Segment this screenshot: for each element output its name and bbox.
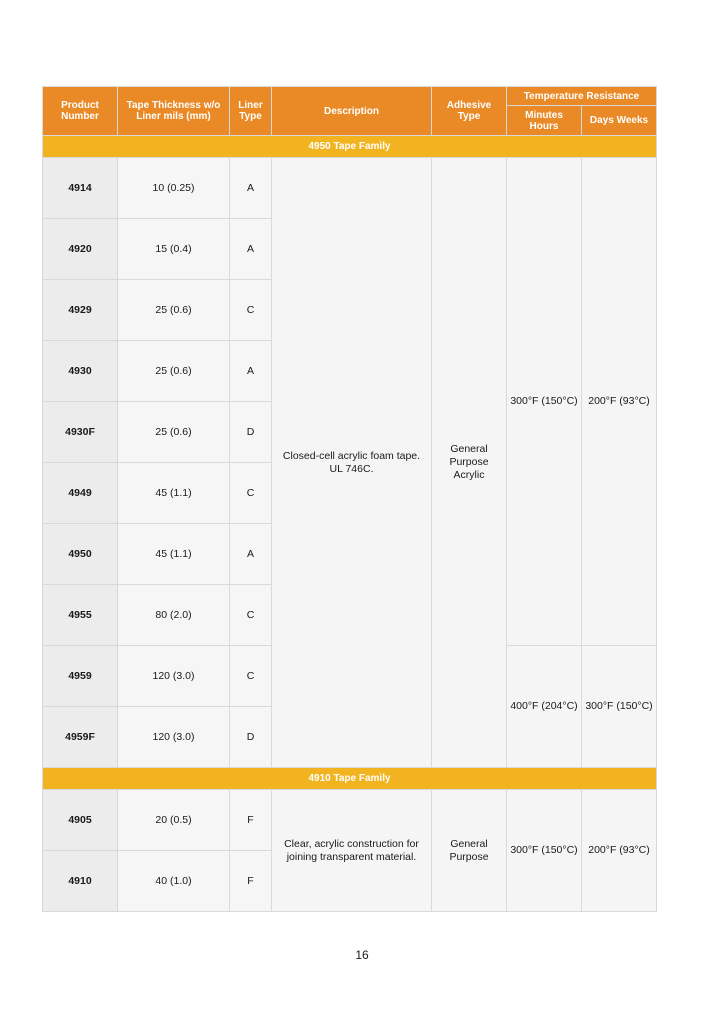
liner-type: A: [230, 524, 272, 585]
family-label-4910: 4910 Tape Family: [43, 768, 657, 790]
header-liner-type: Liner Type: [230, 87, 272, 136]
liner-type: D: [230, 707, 272, 768]
liner-type: A: [230, 341, 272, 402]
tape-thickness: 25 (0.6): [118, 341, 230, 402]
description-4950: Closed-cell acrylic foam tape. UL 746C.: [272, 158, 432, 768]
header-days-weeks: Days Weeks: [582, 106, 657, 136]
product-number: 4905: [43, 790, 118, 851]
tape-thickness: 45 (1.1): [118, 463, 230, 524]
product-number: 4950: [43, 524, 118, 585]
description-4910: Clear, acrylic construction for joining transparent material.: [272, 790, 432, 912]
header-minutes-hours: Minutes Hours: [507, 106, 582, 136]
liner-type: C: [230, 463, 272, 524]
header-tape-thickness: Tape Thickness w/o Liner mils (mm): [118, 87, 230, 136]
liner-type: C: [230, 585, 272, 646]
product-number: 4910: [43, 851, 118, 912]
liner-type: C: [230, 646, 272, 707]
liner-type: F: [230, 851, 272, 912]
tape-thickness: 15 (0.4): [118, 219, 230, 280]
table-row: [43, 790, 657, 851]
tape-thickness: 40 (1.0): [118, 851, 230, 912]
adhesive-type-4910: General Purpose: [432, 790, 507, 912]
product-number: 4949: [43, 463, 118, 524]
liner-type: A: [230, 219, 272, 280]
header-description: Description: [272, 87, 432, 136]
temp-days-weeks-group-1: 200°F (93°C): [582, 158, 657, 646]
tape-thickness: 25 (0.6): [118, 402, 230, 463]
tape-thickness: 45 (1.1): [118, 524, 230, 585]
product-number: 4929: [43, 280, 118, 341]
product-number: 4920: [43, 219, 118, 280]
tape-thickness: 80 (2.0): [118, 585, 230, 646]
liner-type: C: [230, 280, 272, 341]
liner-type: D: [230, 402, 272, 463]
tape-thickness: 120 (3.0): [118, 646, 230, 707]
temp-days-weeks-group-2: 300°F (150°C): [582, 646, 657, 768]
tape-thickness: 10 (0.25): [118, 158, 230, 219]
product-number: 4955: [43, 585, 118, 646]
product-number: 4914: [43, 158, 118, 219]
header-temperature-resistance: Temperature Resistance: [507, 87, 657, 106]
temp-minutes-hours-group-1: 300°F (150°C): [507, 158, 582, 646]
product-spec-table: [42, 86, 657, 912]
header-adhesive-type: Adhesive Type: [432, 87, 507, 136]
table-row: [43, 158, 657, 219]
temp-minutes-hours-group-2: 400°F (204°C): [507, 646, 582, 768]
temp-days-weeks-4910: 200°F (93°C): [582, 790, 657, 912]
adhesive-type-4950: General Purpose Acrylic: [432, 158, 507, 768]
tape-thickness: 25 (0.6): [118, 280, 230, 341]
product-number: 4959: [43, 646, 118, 707]
liner-type: A: [230, 158, 272, 219]
tape-thickness: 20 (0.5): [118, 790, 230, 851]
family-label-4950: 4950 Tape Family: [43, 136, 657, 158]
product-number: 4930F: [43, 402, 118, 463]
temp-minutes-hours-4910: 300°F (150°C): [507, 790, 582, 912]
liner-type: F: [230, 790, 272, 851]
product-number: 4930: [43, 341, 118, 402]
header-product-number: Product Number: [43, 87, 118, 136]
tape-thickness: 120 (3.0): [118, 707, 230, 768]
page-number: 16: [355, 948, 369, 962]
product-number: 4959F: [43, 707, 118, 768]
